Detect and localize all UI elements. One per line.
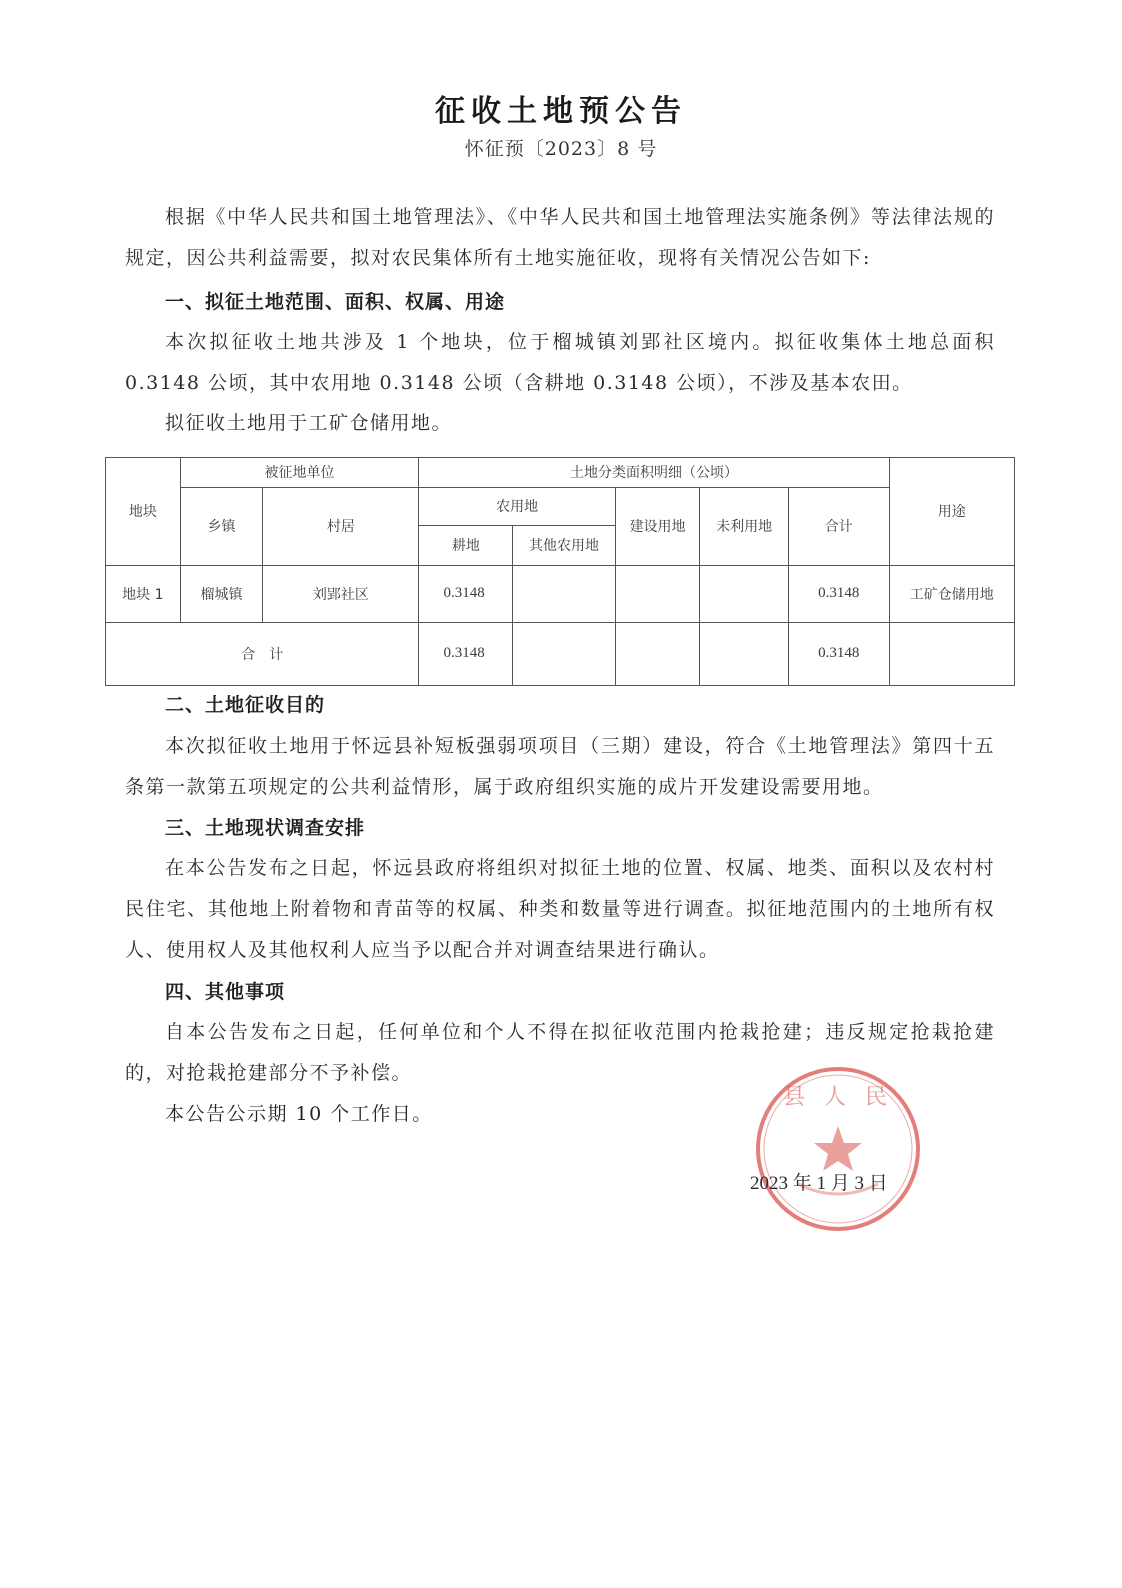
section-3-heading: 三、土地现状调查安排 bbox=[165, 817, 366, 839]
official-seal bbox=[753, 1064, 923, 1234]
intro-paragraph: 根据《中华人民共和国土地管理法》、《中华人民共和国土地管理法实施条例》等法律法规的规定，因公共利益需要，拟对农民集体所有土地实施征收，现将有关情况公告如下: bbox=[125, 206, 995, 269]
header-agri: 农用地 bbox=[419, 487, 615, 525]
issue-date: 2023 年 1 月 3 日 bbox=[750, 1173, 888, 1194]
header-other-agri: 其他农用地 bbox=[513, 525, 615, 565]
header-parcel: 地块 bbox=[106, 458, 181, 566]
header-construction: 建设用地 bbox=[615, 487, 700, 565]
header-use: 用途 bbox=[889, 458, 1014, 566]
total-use bbox=[889, 622, 1014, 685]
row-use: 工矿仓储用地 bbox=[889, 565, 1014, 622]
header-town: 乡镇 bbox=[180, 487, 263, 565]
header-detail: 土地分类面积明细（公顷） bbox=[419, 458, 889, 488]
total-other-agri bbox=[513, 622, 615, 685]
row-town: 榴城镇 bbox=[180, 565, 263, 622]
total-label: 合 计 bbox=[106, 622, 419, 685]
page-title: 征收土地预公告 bbox=[435, 94, 687, 129]
section-2-heading: 二、土地征收目的 bbox=[165, 694, 326, 716]
row-arable: 0.3148 bbox=[419, 565, 513, 622]
section-1-paragraph: 本次拟征收土地共涉及 1 个地块，位于榴城镇刘郢社区境内。拟征收集体土地总面积 0.3148 公顷，其中农用地 0.3148 公顷（含耕地 0.3148 公顷），不涉及基本农田。 bbox=[125, 331, 995, 394]
total-construction bbox=[615, 622, 700, 685]
section-4-heading: 四、其他事项 bbox=[165, 981, 286, 1003]
section-1-purpose: 拟征收土地用于工矿仓储用地。 bbox=[165, 412, 453, 434]
section-4-paragraph: 自本公告发布之日起，任何单位和个人不得在拟征收范围内抢栽抢建；违反规定抢栽抢建的，对抢栽抢建部分不予补偿。 bbox=[125, 1021, 995, 1084]
document-number: 怀征预〔2023〕8 号 bbox=[464, 138, 658, 160]
row-other-agri bbox=[513, 565, 615, 622]
header-unit: 被征地单位 bbox=[180, 458, 419, 488]
header-arable: 耕地 bbox=[419, 525, 513, 565]
land-table bbox=[105, 457, 1015, 686]
section-2-paragraph: 本次拟征收土地用于怀远县补短板强弱项项目（三期）建设，符合《土地管理法》第四十五条第一款第五项规定的公共利益情形，属于政府组织实施的成片开发建设需要用地。 bbox=[125, 735, 995, 798]
header-unused: 未利用地 bbox=[700, 487, 789, 565]
row-village: 刘郢社区 bbox=[263, 565, 419, 622]
row-subtotal: 0.3148 bbox=[788, 565, 889, 622]
notice-period: 本公告公示期 10 个工作日。 bbox=[165, 1103, 433, 1125]
header-village: 村居 bbox=[263, 487, 419, 565]
svg-text:县 人 民: 县 人 民 bbox=[783, 1085, 893, 1110]
section-1-heading: 一、拟征土地范围、面积、权属、用途 bbox=[165, 291, 506, 313]
row-construction bbox=[615, 565, 700, 622]
total-unused bbox=[700, 622, 789, 685]
header-subtotal: 合计 bbox=[788, 487, 889, 565]
row-unused bbox=[700, 565, 789, 622]
total-subtotal: 0.3148 bbox=[788, 622, 889, 685]
total-arable: 0.3148 bbox=[419, 622, 513, 685]
section-3-paragraph: 在本公告发布之日起，怀远县政府将组织对拟征土地的位置、权属、地类、面积以及农村村民住宅、其他地上附着物和青苗等的权属、种类和数量等进行调查。拟征地范围内的土地所有权人、使用权人及其他权利人应当予以配合并对调查结果进行确认。 bbox=[125, 857, 995, 961]
row-parcel: 地块 1 bbox=[106, 565, 181, 622]
